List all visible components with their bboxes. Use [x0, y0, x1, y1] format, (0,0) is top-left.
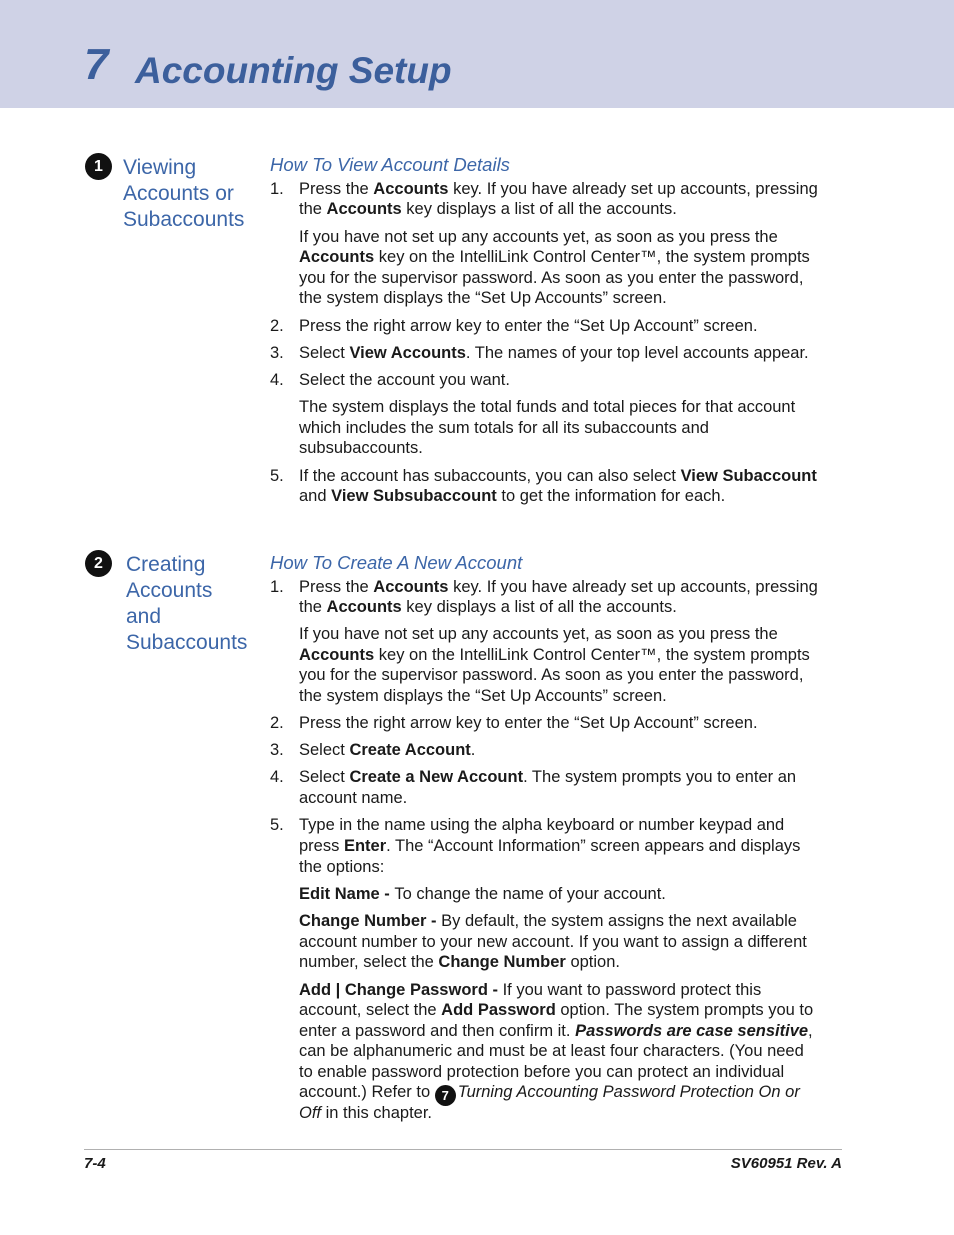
step-number: 2. [270, 317, 284, 335]
step-number: 4. [270, 768, 284, 786]
section-2-steps [270, 577, 850, 1137]
option-text: can be alphanumeric and must be at least four characters. (You need [299, 1042, 804, 1060]
chapter-7-reference-icon: 7 [435, 1085, 456, 1106]
note-text: The system displays the total funds and total pieces for that account [299, 398, 796, 416]
step-number: 2. [270, 714, 284, 732]
section-1-steps [270, 179, 850, 509]
step-text: Press the right arrow key to enter the “Set Up Account” screen. [299, 714, 758, 732]
section-2-badge: 2 [85, 550, 112, 577]
step-number: 3. [270, 741, 284, 759]
option-text: to enable password protection before you can protect an individual [299, 1063, 785, 1081]
step-number: 5. [270, 816, 284, 834]
option-change-number: Change Number - By default, the system assigns the next available [299, 912, 797, 930]
note-text: subsubaccounts. [299, 439, 423, 457]
step-text: Press the Accounts key. If you have already set up accounts, pressing [299, 180, 818, 198]
section-2-title [126, 552, 247, 656]
option-text: Off in this chapter. [299, 1104, 432, 1122]
step-text: Select the account you want. [299, 371, 510, 389]
option-change-password: Add | Change Password - If you want to password protect this [299, 981, 762, 999]
note-text: If you have not set up any accounts yet, as soon as you press the [299, 625, 778, 643]
section-title-line: Subaccounts [126, 631, 248, 654]
section-2-heading: How To Create A New Account [270, 552, 523, 573]
option-edit-name: Edit Name - To change the name of your account. [299, 885, 666, 903]
step-text: the options: [299, 858, 385, 876]
step-number: 3. [270, 344, 284, 362]
note-text: which includes the sum totals for all its subaccounts and [299, 419, 709, 437]
option-text: account.) Refer to 7 Turning Accounting Password Protection On or [299, 1082, 800, 1106]
step-text: Select View Accounts. The names of your top level accounts appear. [299, 344, 809, 362]
option-text: number, select the Change Number option. [299, 953, 620, 971]
step-text: press Enter. The “Account Information” screen appears and displays [299, 837, 801, 855]
note-text: you for the supervisor password. As soon as you enter the password, [299, 269, 804, 287]
step-text: the Accounts key displays a list of all the accounts. [299, 200, 677, 218]
section-1-title [123, 155, 244, 233]
footer-divider [84, 1149, 842, 1150]
step-text: the Accounts key displays a list of all the accounts. [299, 598, 677, 616]
page-number: 7-4 [84, 1155, 106, 1172]
section-title-line: Accounts or [123, 182, 234, 205]
step-text: Press the right arrow key to enter the “Set Up Account” screen. [299, 317, 758, 335]
step-number: 1. [270, 578, 284, 596]
step-number: 5. [270, 467, 284, 485]
section-1-heading: How To View Account Details [270, 154, 510, 175]
option-text: account number to your new account. If you want to assign a different [299, 933, 807, 951]
note-text: If you have not set up any accounts yet, as soon as you press the [299, 228, 778, 246]
step-text: If the account has subaccounts, you can also select View Subaccount [299, 467, 817, 485]
step-text: Type in the name using the alpha keyboard or number keypad and [299, 816, 785, 834]
note-text: the system displays the “Set Up Accounts” screen. [299, 687, 667, 705]
step-text: account name. [299, 789, 408, 807]
section-1-badge: 1 [85, 153, 112, 180]
note-text: the system displays the “Set Up Accounts” screen. [299, 289, 667, 307]
step-number: 1. [270, 180, 284, 198]
note-text: Accounts key on the IntelliLink Control Center™, the system prompts [299, 646, 810, 664]
section-title-line: and [126, 605, 162, 628]
document-revision: SV60951 Rev. A [730, 1155, 842, 1172]
step-text: Select Create a New Account. The system prompts you to enter an [299, 768, 797, 786]
note-text: Accounts key on the IntelliLink Control Center™, the system prompts [299, 248, 810, 266]
chapter-title: Accounting Setup [135, 50, 452, 91]
note-text: you for the supervisor password. As soon as you enter the password, [299, 666, 804, 684]
option-text: account, select the Add Password option. The system prompts you to [299, 1001, 814, 1019]
step-text: and View Subsubaccount to get the information for each. [299, 487, 726, 505]
section-title-line: Creating [126, 553, 206, 576]
step-text: Press the Accounts key. If you have already set up accounts, pressing [299, 578, 818, 596]
step-text: Select Create Account. [299, 741, 476, 759]
cross-reference-link[interactable]: Turning Accounting Password Protection On or [457, 1083, 800, 1101]
section-title-line: Subaccounts [123, 208, 245, 231]
step-number: 4. [270, 371, 284, 389]
section-title-line: Viewing [123, 156, 197, 179]
chapter-number: 7 [84, 40, 109, 89]
chapter-header [0, 0, 954, 108]
section-title-line: Accounts [126, 579, 213, 602]
option-text: enter a password and then confirm it. Passwords are case sensitive, [299, 1022, 813, 1040]
